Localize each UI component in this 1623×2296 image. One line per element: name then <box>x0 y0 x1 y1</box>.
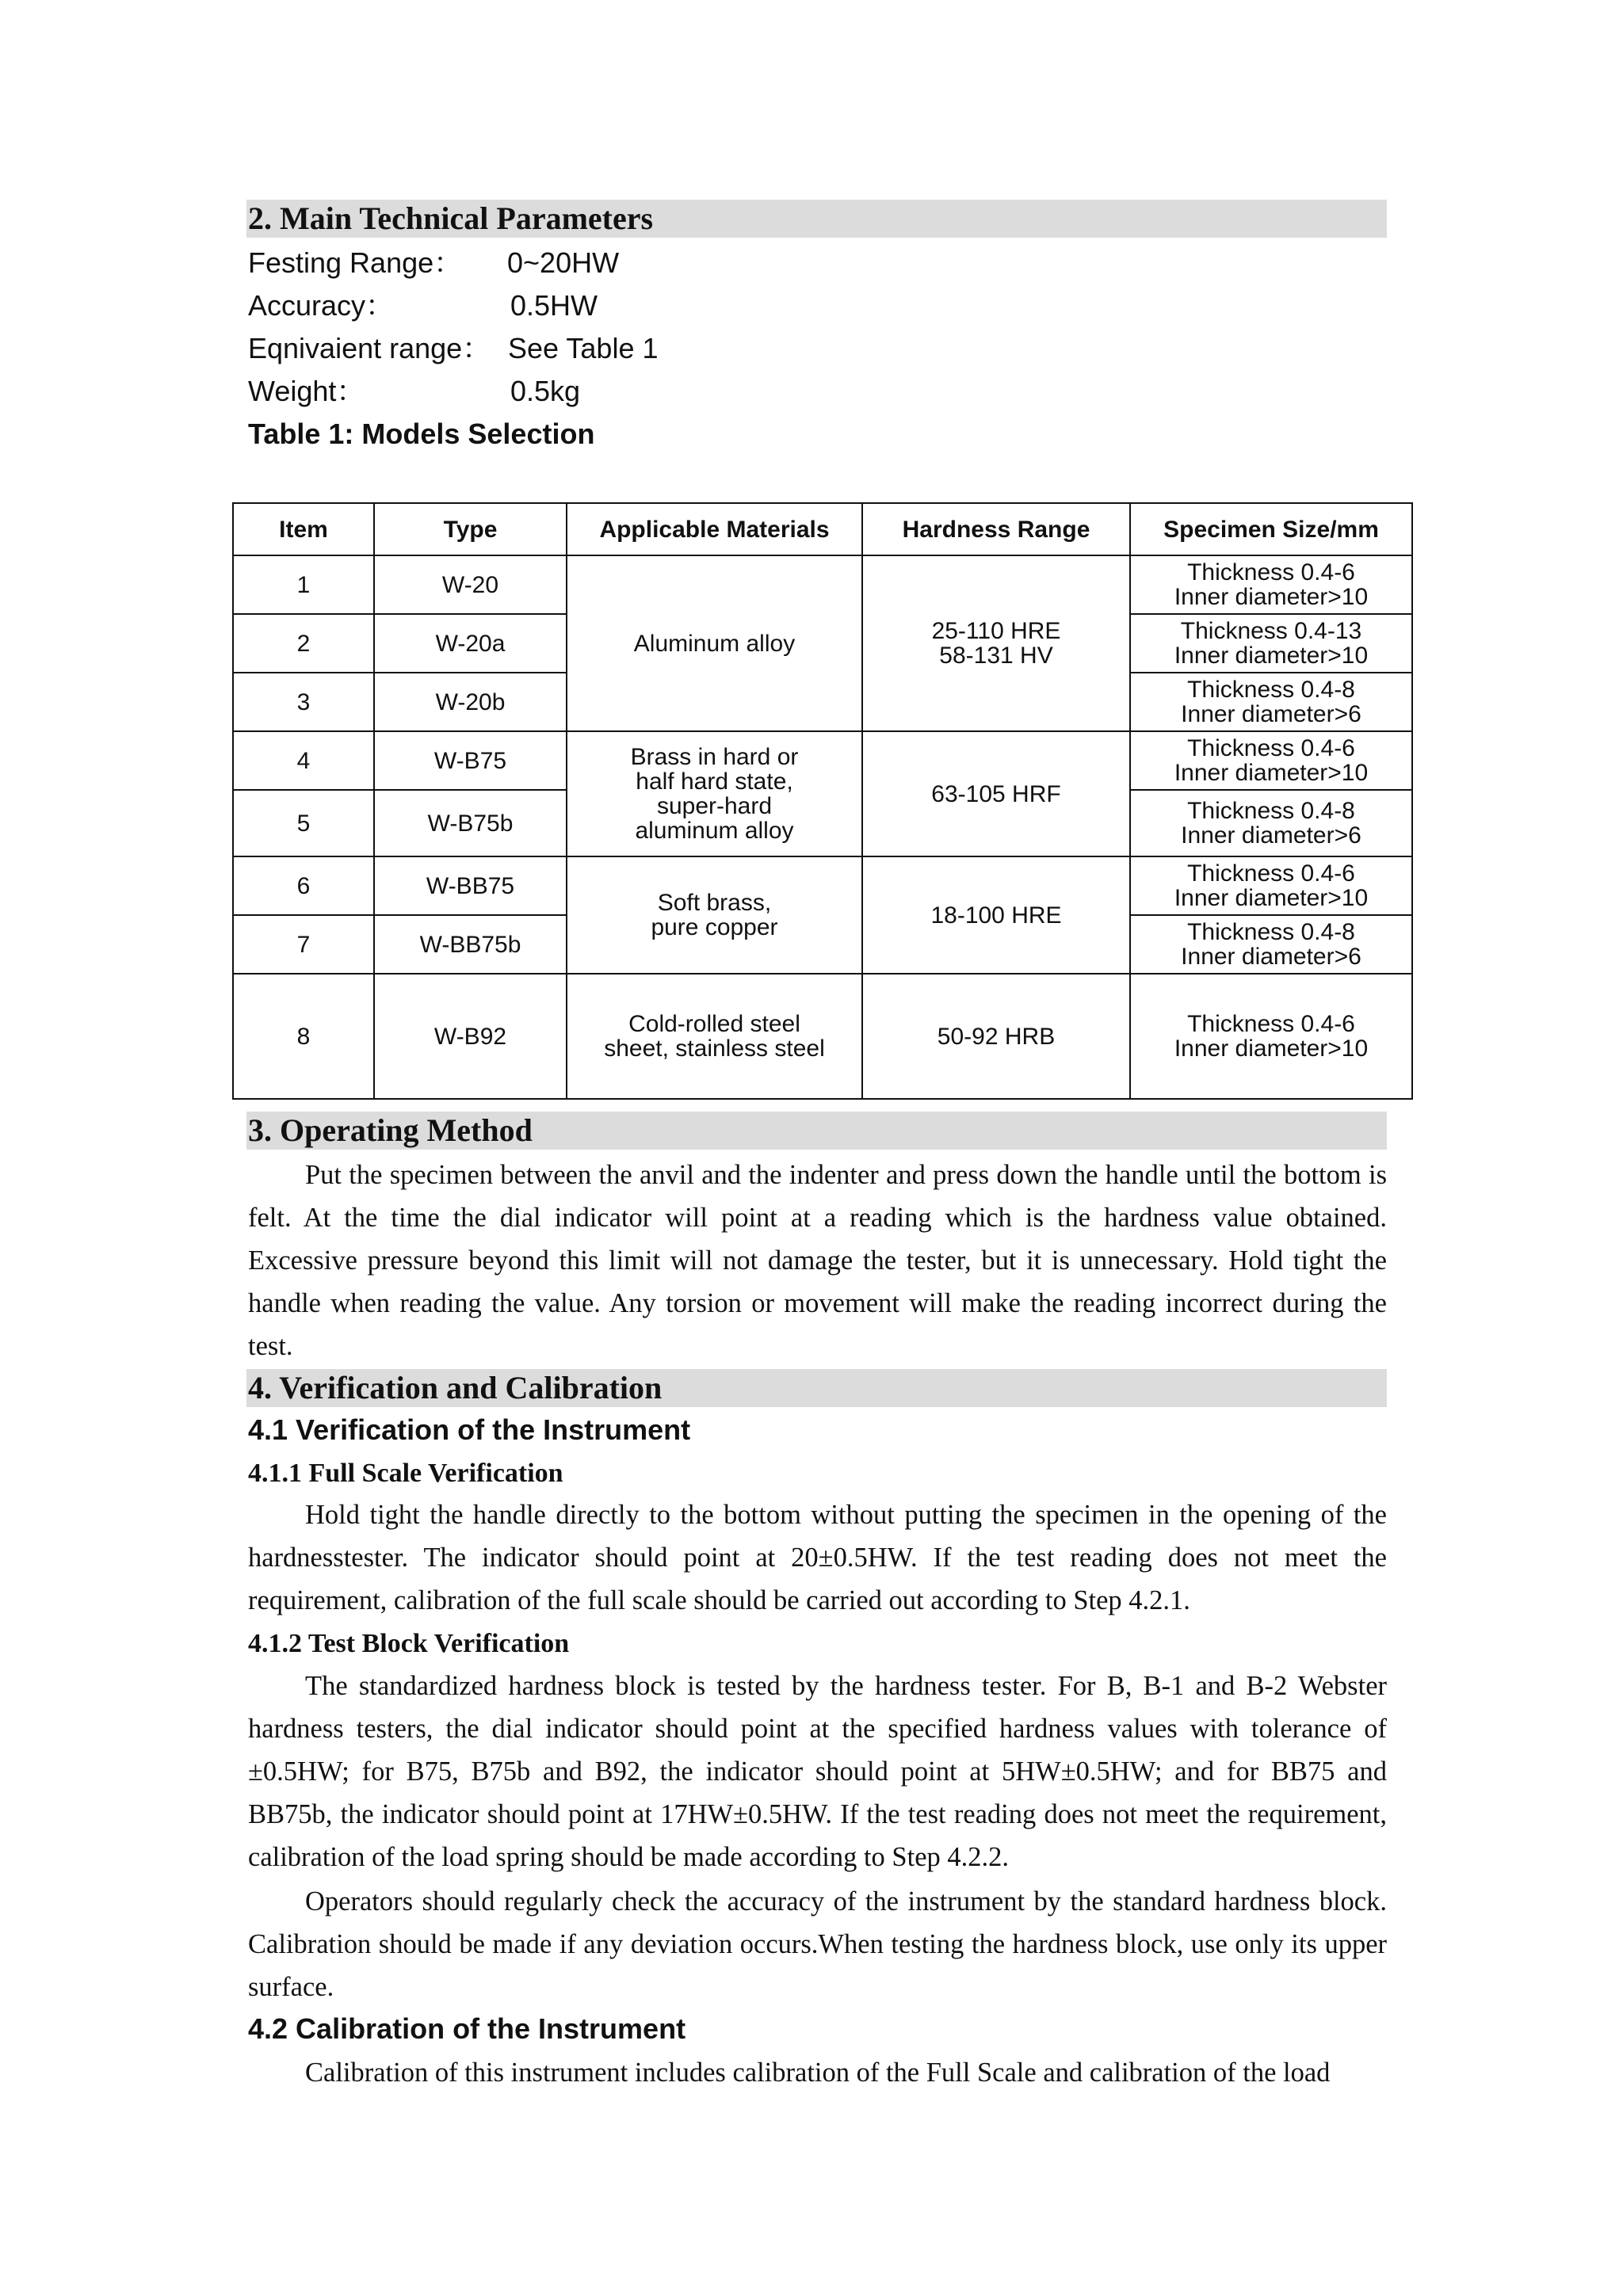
subsection-4-1-1-heading: 4.1.1 Full Scale Verification <box>248 1459 563 1488</box>
cell-specimen-size: Thickness 0.4-6 Inner diameter>10 <box>1130 555 1412 614</box>
cell-materials: Aluminum alloy <box>567 555 862 731</box>
table-row <box>233 856 1412 915</box>
cell-specimen-size: Thickness 0.4-6 Inner diameter>10 <box>1130 731 1412 790</box>
cell-type: W-B75b <box>374 790 567 856</box>
cell-item: 8 <box>233 974 374 1099</box>
section-3-heading: 3. Operating Method <box>248 1112 533 1148</box>
cell-specimen-size: Thickness 0.4-8 Inner diameter>6 <box>1130 915 1412 974</box>
param-label-equivalent-range: Eqnivaient range： <box>248 332 491 364</box>
table-row <box>233 974 1412 1099</box>
table-header-row <box>233 503 1412 555</box>
cell-item: 1 <box>233 555 374 614</box>
cell-item: 7 <box>233 915 374 974</box>
subsection-4-1-heading: 4.1 Verification of the Instrument <box>248 1413 691 1446</box>
cell-specimen-size: Thickness 0.4-8 Inner diameter>6 <box>1130 790 1412 856</box>
cell-specimen-size: Thickness 0.4-6 Inner diameter>10 <box>1130 856 1412 915</box>
section-4-heading: 4. Verification and Calibration <box>248 1370 663 1405</box>
param-value-accuracy: 0.5HW <box>510 289 598 322</box>
header-hardness-range: Hardness Range <box>862 503 1130 555</box>
cell-item: 4 <box>233 731 374 790</box>
header-specimen-size: Specimen Size/mm <box>1130 503 1412 555</box>
cell-type: W-BB75b <box>374 915 567 974</box>
cell-hardness: 25-110 HRE 58-131 HV <box>862 555 1130 731</box>
cell-item: 6 <box>233 856 374 915</box>
cell-specimen-size: Thickness 0.4-13 Inner diameter>10 <box>1130 614 1412 673</box>
param-label-accuracy: Accuracy： <box>248 289 395 322</box>
cell-type: W-20 <box>374 555 567 614</box>
calibration-paragraph: Calibration of this instrument includes calibration of the Full Scale and calibration of the load <box>305 2058 1331 2088</box>
section-2-heading: 2. Main Technical Parameters <box>248 200 654 236</box>
cell-type: W-BB75 <box>374 856 567 915</box>
models-selection-table <box>232 502 1413 1100</box>
test-block-verification-paragraph: The standardized hardness block is tested by the hardness tester. For B, B-1 and B-2 Webster hardness testers, the dial indicator should point at the specified hardness values with tolerance of ±0.5HW; for B75, B75b and B92, the indicator should point at 5HW±0.5HW; and for BB75 and BB75b, the indicator should point at 17HW±0.5HW. If the test reading does not meet the requirement, calibration of the load spring should be made according to Step 4.2.2. <box>248 1671 1387 1872</box>
subsection-4-1-2-heading: 4.1.2 Test Block Verification <box>248 1629 570 1658</box>
header-item: Item <box>233 503 374 555</box>
cell-type: W-20a <box>374 614 567 673</box>
table-title: Table 1: Models Selection <box>248 418 595 450</box>
param-label-testing-range: Festing Range： <box>248 246 463 279</box>
cell-item: 5 <box>233 790 374 856</box>
header-type: Type <box>374 503 567 555</box>
cell-hardness: 50-92 HRB <box>862 974 1130 1099</box>
cell-materials: Cold-rolled steel sheet, stainless steel <box>567 974 862 1099</box>
operating-method-paragraph: Put the specimen between the anvil and the indenter and press down the handle until the bottom is felt. At the time the dial indicator will point at a reading which is the hardness value obtained. Excessive pressure beyond this limit will not damage the tester, but it is unnecessary. Hold tight the handle when reading the value. Any torsion or movement will make the reading incorrect during the test. <box>248 1160 1387 1361</box>
cell-type: W-B75 <box>374 731 567 790</box>
cell-hardness: 18-100 HRE <box>862 856 1130 974</box>
cell-item: 3 <box>233 673 374 731</box>
param-value-testing-range: 0~20HW <box>507 246 620 279</box>
param-value-weight: 0.5kg <box>510 375 581 407</box>
cell-materials: Soft brass, pure copper <box>567 856 862 974</box>
table-row <box>233 731 1412 790</box>
table-row <box>233 555 1412 614</box>
cell-materials: Brass in hard or half hard state, super-hard aluminum alloy <box>567 731 862 856</box>
param-label-weight: Weight： <box>248 375 365 407</box>
cell-item: 2 <box>233 614 374 673</box>
cell-type: W-20b <box>374 673 567 731</box>
full-scale-verification-paragraph: Hold tight the handle directly to the bottom without putting the specimen in the opening of the hardnesstester. The indicator should point at 20±0.5HW. If the test reading does not meet the requirement, calibration of the full scale should be carried out according to Step 4.2.1. <box>248 1500 1387 1615</box>
cell-hardness: 63-105 HRF <box>862 731 1130 856</box>
subsection-4-2-heading: 4.2 Calibration of the Instrument <box>248 2012 686 2045</box>
param-value-equivalent-range: See Table 1 <box>508 332 659 364</box>
header-applicable-materials: Applicable Materials <box>567 503 862 555</box>
cell-type: W-B92 <box>374 974 567 1099</box>
cell-specimen-size: Thickness 0.4-6 Inner diameter>10 <box>1130 974 1412 1099</box>
regular-check-paragraph: Operators should regularly check the accuracy of the instrument by the standard hardness block. Calibration should be made if any deviation occurs.When testing the hardness block, use only its upper surface. <box>248 1886 1387 2002</box>
cell-specimen-size: Thickness 0.4-8 Inner diameter>6 <box>1130 673 1412 731</box>
